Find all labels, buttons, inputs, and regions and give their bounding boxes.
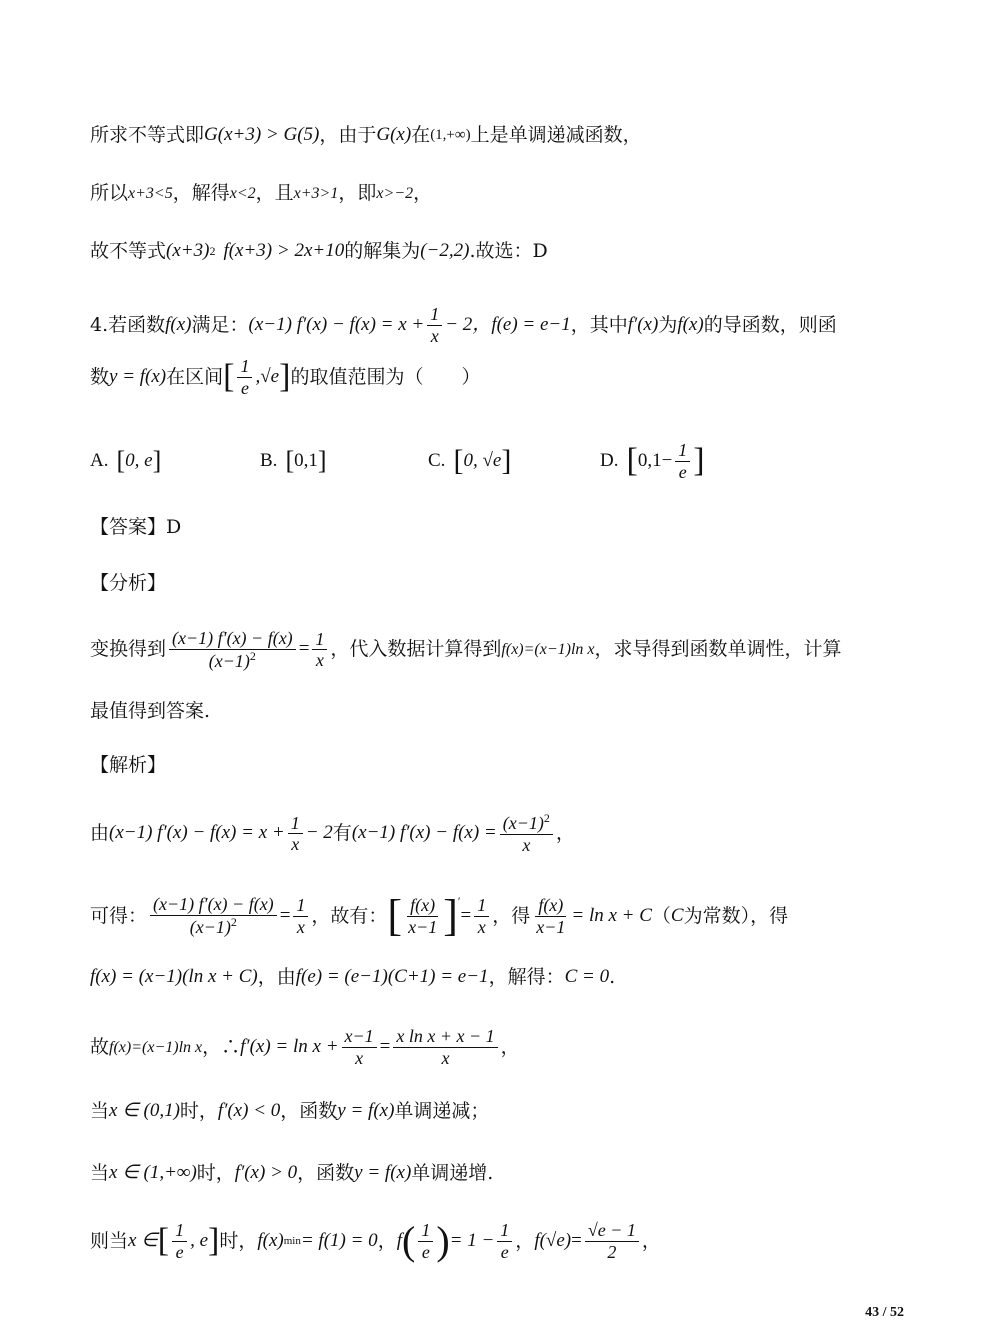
option-b[interactable]: B. [ 0,1 ] [260,446,327,476]
text: ，其中 [570,313,628,336]
math: x<2 [229,184,256,202]
exponent: 2 [209,244,216,259]
text: 所求不等式即 [90,124,205,146]
math: ,√e [255,365,280,387]
solution-line-4: 故 f(x)=(x−1)ln x ，∴ f′(x) = ln x + $\frac{x-1}{x}$ = $\frac{\text{x ln x + x − 1}}{x}$ ， [90,1026,520,1068]
right-bracket: ] [279,358,291,396]
text: 上是单调递减函数， [470,124,642,146]
text: 数 [90,365,110,388]
math: f(x+3) > 2x+10 [223,240,345,261]
solution-line-5: 当 x ∈ (0,1) 时， f′(x) < 0 ，函数 y = f(x) 单调递减； [90,1100,490,1122]
fraction: $\frac{(x-1) f'(x) - f(x)}{(x-1)^2}$ [150,894,277,937]
answer-line [90,516,912,539]
option-d[interactable]: D. [ 0,1− $\frac{1}{e}$ ] [600,440,705,482]
analysis-line-1: 变换得到 $\frac{(x-1) f'(x) - f(x)}{(x-1)^2}$ = $\frac{1}{x}$ ，代入数据计算得到 f(x)=(x−1)ln x ，求导得到函数单调性，计算 [90,628,842,671]
fraction: $\frac{1}{e}$ [497,1220,512,1262]
fraction: $\frac{1}{x}$ [474,895,489,937]
fraction: $\frac{1}{e}$ [172,1220,187,1262]
math: G(x+3) > G(5) [204,124,320,145]
analysis-heading: 【分析】 [90,572,167,594]
fraction: $\frac{f(x)}{x-1}$ [408,894,438,937]
left-bracket: [ [223,358,235,396]
options-row [90,440,912,482]
solution-line-1: 由 (x−1) f′(x) − f(x) = x + $\frac{1}{x}$ − 2 有 (x−1) f′(x) − f(x) = $\frac{(x-1)^2}{x}$ ， [90,811,575,855]
math: (−2,2) [420,240,470,261]
text: 在区间 [166,365,224,388]
math: x>−2 [376,184,414,202]
text: 所以 [90,182,129,204]
text: 为 [658,313,678,336]
math: f(e) = e−1 [491,313,571,335]
fraction: $\frac{1}{e}$ [675,440,690,482]
fraction: $\frac{1}{x}$ [312,629,327,671]
text: ，且 [255,182,294,204]
solution-line-2: 可得： $\frac{(x-1) f'(x) - f(x)}{(x-1)^2}$ = $\frac{1}{x}$ ，故有： [ $\frac{f(x)}{x-1}$ ] ′ = $\frac{1}{x}$ ，得 $\frac{f(x)}{x-1}$ = ln x + C （ C 为常数），得 [90,891,789,940]
text: 满足： [191,313,249,336]
text: ，解得 [172,182,230,204]
question-4-line-1 [90,304,912,346]
option-a[interactable]: A. [ 0, e ] [90,446,162,476]
math: y = f(x) [109,365,167,387]
fraction: $\frac{1}{e}$ [418,1220,433,1262]
text: 的取值范围为（ ） [290,365,481,388]
math: (x+3) [166,240,210,261]
text: 的导函数，则函 [703,313,837,336]
text: .故选：D [469,240,548,262]
fraction: $\frac{1}{e}$ [237,356,252,398]
fraction: $\frac{1}{x}$ [427,304,442,346]
math: f(x) [677,313,704,335]
text: 故不等式 [90,240,167,262]
fraction: $\frac{f(x)}{x-1}$ [536,894,566,937]
math: f(x) [165,313,192,335]
math: G(x) [376,124,412,145]
text: 在 [411,124,431,146]
fraction: $\frac{1}{x}$ [293,895,308,937]
text: ，即 [338,182,377,204]
fraction: $\frac{√e - 1}{2}$ [585,1220,639,1262]
math: x+3<5 [128,184,173,202]
text-line-1 [90,124,912,147]
text: 4.若函数 [90,313,166,336]
math: (1,+∞) [430,127,471,144]
solution-line-7: 则当 x ∈ [ $\frac{1}{e}$ , e ] 时， f(x) min = f(1) = 0 ， f ( $\frac{1}{e}$ ) = 1 − $\frac{1}{e}$ ， f (√e) = $\frac{√e - 1}{2}$ ， [90,1218,661,1264]
fraction: $\frac{\text{x ln x + x − 1}}{x}$ [393,1026,497,1068]
fraction: $\frac{(x-1)^2}{x}$ [500,812,553,855]
text: ，由于 [319,124,377,146]
solution-heading: 【解析】 [90,754,167,776]
solution-line-3: f(x) = (x−1)(ln x + C) ，由 f(e) = (e−1)(C+1) = e−1 ，解得： C = 0 . [90,966,616,988]
page-number: 43 / 52 [865,1305,904,1320]
math: (x−1) f′(x) − f(x) = x + [248,313,425,335]
text-line-3 [90,240,912,263]
fraction: $\frac{(x-1) f'(x) - f(x)}{(x-1)^2}$ [169,628,296,671]
question-4-line-2 [90,356,912,398]
text: ， [413,182,433,204]
solution-line-6: 当 x ∈ (1,+∞) 时， f′(x) > 0 ，函数 y = f(x) 单调递增. [90,1162,494,1184]
math: x+3>1 [293,184,339,202]
option-c[interactable]: C. [ 0, √e ] [428,444,512,478]
analysis-line-2: 最值得到答案. [90,700,211,722]
fraction: $\frac{x-1}{x}$ [342,1026,377,1068]
text-line-2 [90,182,912,205]
math: f′(x) [627,313,659,335]
text: 的解集为 [344,240,421,262]
fraction: $\frac{1}{x}$ [288,813,303,855]
math: − 2， [445,313,492,335]
answer: 【答案】D [90,516,182,538]
